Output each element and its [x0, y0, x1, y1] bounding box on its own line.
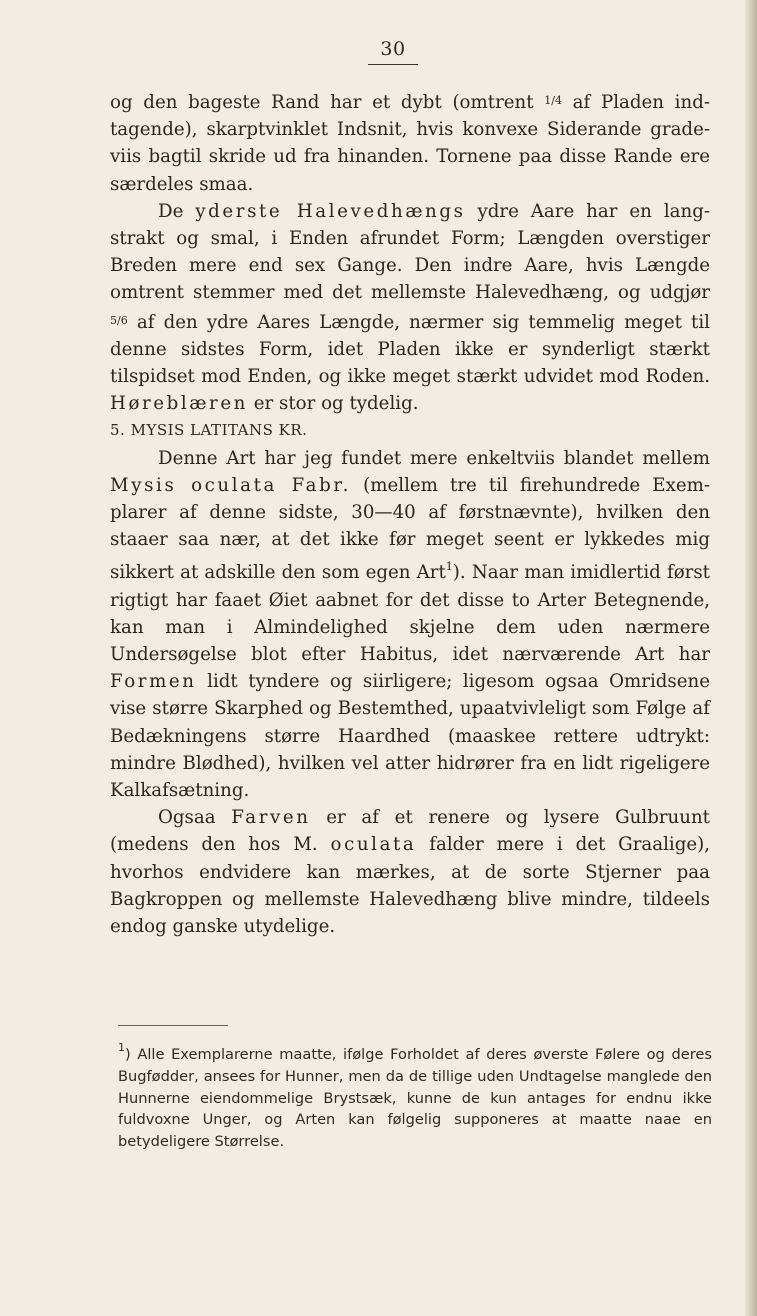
paragraph-halevedhaeng: De yderste Halevedhængs ydre Aare har en langstrakt og smal, i Enden afrundet Form; Længden overstiger Breden mere end sex Gange. Den indre Aare, hvis Længde omtrent stemmer med det mellemste Halevedhæng, og udgjør $^{5/6}$ af den ydre Aares Længde, nærmer sig temmelig meget til denne sidstes Form, idet Pladen ikke er synderligt stærkt tilspidset mod Enden, og ikke meget stærkt udvidet mod Roden. Høreblæren er stor og tydelig.	[110, 200, 710, 415]
fraction-one-quarter: 1/4	[544, 94, 562, 107]
spaced-term: Formen	[110, 671, 197, 693]
footnote-marker: 1	[118, 1041, 125, 1054]
page-number: 30	[368, 38, 418, 65]
spaced-term: yderste Halevedhængs	[195, 200, 466, 222]
footnote	[118, 1037, 712, 1153]
fraction-five-sixths: 5/6	[110, 313, 128, 327]
body-text	[110, 87, 710, 940]
footnote-reference: 1	[445, 560, 453, 574]
paragraph-continuation: og den bageste Rand har et dybt (omtrent $^{1/4}$ af Pladen indtagende), skarptvinklet Indsnit, hvis konvexe Siderande gradeviis bagtil skride ud fra hinanden. Tornene paa disse Rande ere særdeles smaa.	[110, 92, 711, 195]
page-edge	[745, 0, 757, 1316]
spaced-term: oculata	[330, 834, 417, 856]
paragraph-farven: Ogsaa Farven er af et renere og lysere Gulbruunt (medens den hos M. oculata falder mere i det Graalige), hvorhos endvidere kan mærkes, at de sorte Stjerner paa Bagkroppen og mellemste Halevedhæng blive mindre, tildeels endog ganske utydelige.	[110, 807, 710, 938]
paragraph-mysis-latitans: Denne Art har jeg fundet mere enkeltviis blandet mellem Mysis oculata Fabr. (mellem tre til firehundrede Exemplarer af denne sidste, 30—40 af førstnævnte), hvilken den staaer saa nær, at det ikke før meget seent er lykkedes mig sikkert at adskille den som egen Art$^1$). Naar man imidlertid først rigtigt har faaet Øiet aabnet for det disse to Arter Betegnende, kan man i Almindelighed skjelne dem uden nærmere Undersøgelse blot efter Habitus, idet nærværende Art har Formen lidt tyndere og siirligere; ligesom ogsaa Omridsene vise større Skarphed og Bestemthed, upaatvivleligt som Følge af Bedækningens større Haardhed (maaskee rettere udtrykt: mindre Blødhed), hvilken vel atter hidrører fra en lidt rigeligere Kalkafsætning.	[110, 447, 710, 802]
spaced-term: Mysis oculata Fabr.	[110, 474, 352, 496]
spaced-term: Høreblæren	[110, 393, 248, 415]
section-heading: 5. MYSIS LATITANS KR.	[110, 421, 308, 440]
spaced-term: Farven	[231, 807, 311, 829]
footnote-text: ) Alle Exemplarerne maatte, ifølge Forholdet af deres øverste Følere og deres Bugfødder, ansees for Hunner, men da de tillige uden Undtagelse manglede den Hunnerne eiendommelige Brystsæk, kunne de kun antages for endnu ikke fuldvoxne Unger, og Arten kan følgelig supponeres at maatte naae en betydeligere Størrelse.	[118, 1046, 712, 1151]
footnote-rule	[118, 1025, 228, 1026]
